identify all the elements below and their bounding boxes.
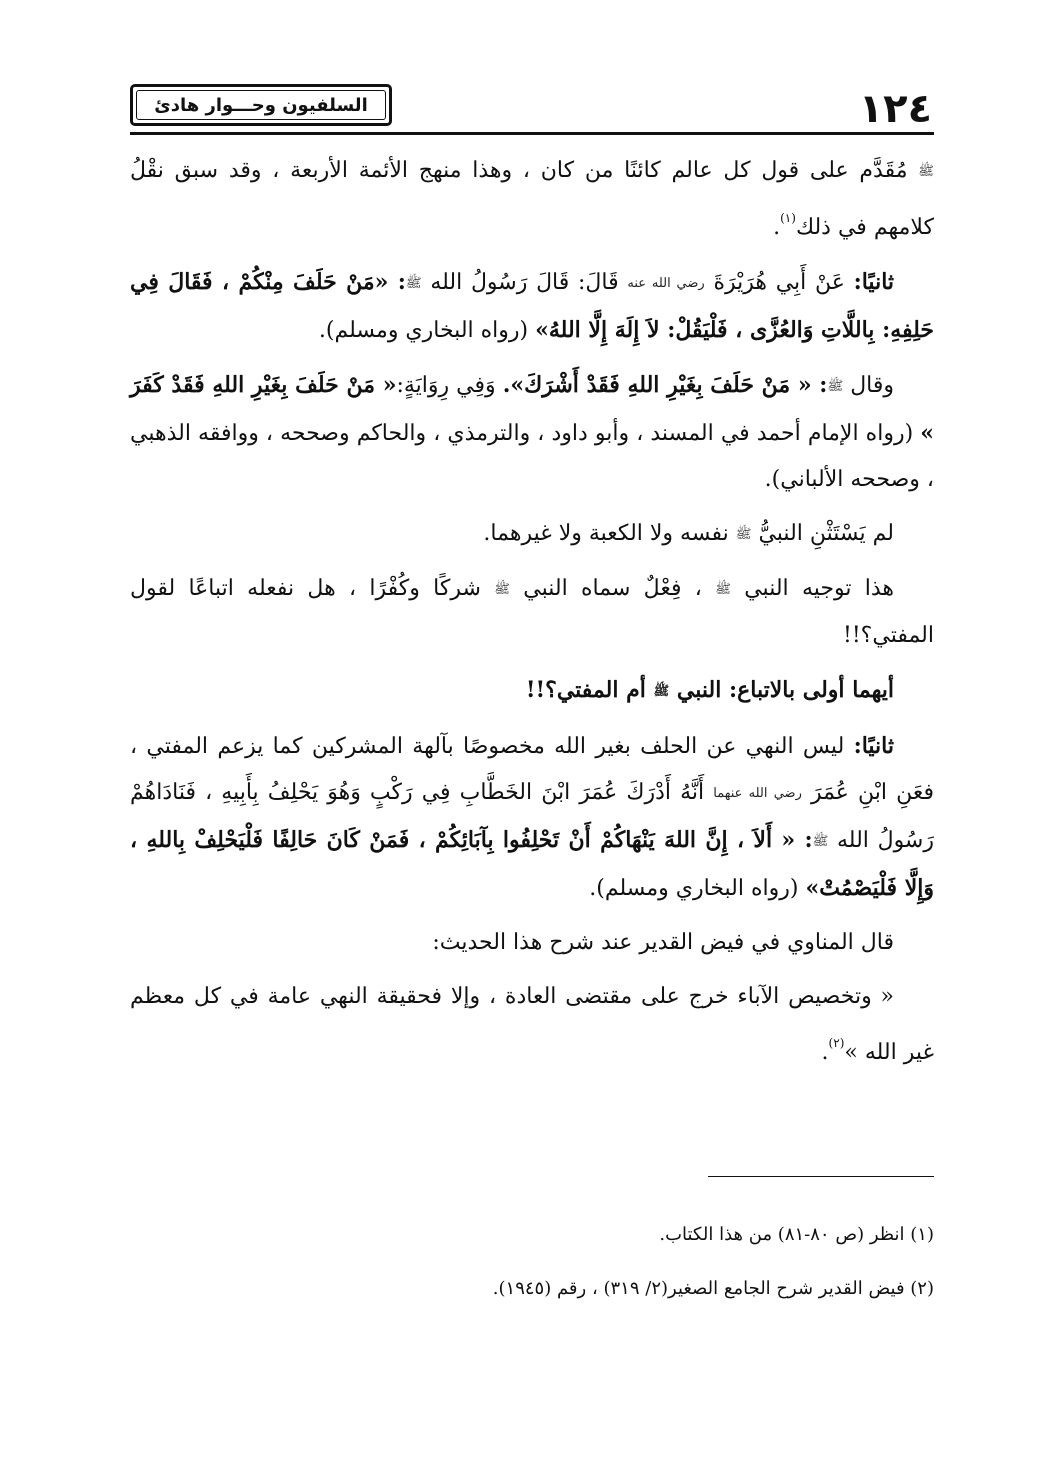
narrator-text: عَنْ أَبِي هُرَيْرَةَ [713,270,845,295]
running-header-box [130,84,392,126]
paragraph-5-text-a: هذا توجيه النبي [744,576,895,601]
paragraph-7-text-b: أَنَّهُ أَدْرَكَ عُمَرَ ابْنَ الخَطَّابِ فِي رَكْبٍ وَهُوَ يَحْلِفُ بِأَبِيهِ ، فَنَادَاهُمْ رَسُولُ الله [130,780,934,853]
paragraph-9-end: . [821,1040,829,1065]
salawat-mark: ﷺ [653,684,670,699]
paragraph-4 [130,511,934,558]
quote-text: « وتخصيص الآباء خرج على مقتضى العادة ، وإلا فحقيقة النهي عامة في كل معظم غير الله » [130,984,934,1065]
paragraph-6 [130,667,934,715]
footnote-separator [708,1176,934,1177]
prophet-said-text: قَالَ: قَالَ رَسُولُ الله [430,270,619,295]
hadith-text: : «مَنْ حَلَفَ مِنْكُمْ ، فَقَالَ فِي حَلِفِهِ: بِاللَّاتِ وَالعُزَّى ، فَلْيَقُلْ: لاَ إِلَهَ إِلَّا اللهُ» [130,269,934,343]
book-title: السلفيون وحـــوار هادئ [136,90,386,120]
paragraph-6-text-a: أيهما أولى بالاتباع: النبي [676,677,894,703]
footnotes [130,1208,934,1316]
paragraph-4-text-b: نفسه ولا الكعبة ولا غيرهما. [483,521,729,546]
footnote-1: (١) انظر (ص ٨٠-٨١) من هذا الكتاب. [659,1224,934,1245]
radiyallah-mark: رضي الله عنه [627,276,705,291]
paragraph-6-text-b: أم المفتي؟!! [525,677,646,703]
paragraph-9 [130,974,934,1076]
hadith-source: (رواه الإمام أحمد في المسند ، وأبو داود ، والترمذي ، والحاكم وصححه ، ووافقه الذهبي ، وصححه الألباني). [130,421,934,492]
page-number: ١٢٤ [858,86,932,132]
header-rule [130,132,934,135]
hadith-source: (رواه البخاري ومسلم). [589,876,799,901]
salawat-mark: ﷺ [827,379,844,394]
paragraph-8: قال المناوي في فيض القدير عند شرح هذا الحديث: [432,930,894,955]
paragraph-1-end: . [773,215,781,240]
radiyallah-dual-mark: رضي الله عنهما [713,786,802,801]
hadith-text-2: « مَنْ حَلَفَ بِغَيْرِ اللهِ فَقَدْ كَفَرَ » [130,372,934,446]
hadith-source: (رواه البخاري ومسلم). [318,318,529,343]
section-label-second: ثانيًا: [853,269,895,295]
hadith-text-1: : « مَنْ حَلَفَ بِغَيْرِ اللهِ فَقَدْ أَشْرَكَ». [502,372,828,398]
salawat-mark: ﷺ [735,527,752,542]
paragraph-5-text-c: شركًا وكُفْرًا ، هل نفعله اتباعًا لقول المفتي؟!! [130,576,934,648]
paragraph-2 [130,259,934,354]
paragraph-1-text: مُقَدَّم على قول كل عالم كائنًا من كان ، وهذا منهج الأئمة الأربعة ، وقد سبق نقْلُ كلامهم في ذلك [130,158,934,240]
paragraph-5 [130,566,934,659]
paragraph-1 [130,148,934,251]
paragraph-7 [130,723,934,912]
said-text: وقال [850,373,895,398]
footnote-2: (٢) فيض القدير شرح الجامع الصغير(٢/ ٣١٩) ، رقم (١٩٤٥). [492,1278,934,1299]
main-text [130,148,934,1084]
salawat-mark: ﷺ [715,582,731,597]
paragraph-7-text-a: ليس النهي عن الحلف بغير الله مخصوصًا بآلهة المشركين كما يزعم المفتي ، فعَنِ ابْنِ عُمَرَ [130,734,934,805]
salawat-mark: ﷺ [918,164,935,179]
paragraph-4-text-a: لم يَسْتَثْنِ النبيُّ [758,521,894,546]
paragraph-3 [130,362,934,503]
footnote-ref-2[interactable]: (٢) [828,1036,845,1050]
salawat-mark: ﷺ [812,834,829,849]
hadith-text: : « أَلاَ ، إِنَّ اللهَ يَنْهَاكُمْ أَنْ تَحْلِفُوا بِآبَائِكُمْ ، فَمَنْ كَانَ حَالِفًا فَلْيَحْلِفْ بِاللهِ ، وَإِلَّا فَلْيَصْمُتْ» [130,827,934,901]
salawat-mark: ﷺ [405,276,422,291]
section-label-second: ثانيًا: [853,733,894,759]
footnote-ref-1[interactable]: (١) [780,211,796,225]
narration-variant-text: وَفِي رِوَايَةٍ: [396,373,496,398]
salawat-mark: ﷺ [494,582,510,597]
paragraph-5-text-b: ، فِعْلٌ سماه النبي [523,576,702,601]
